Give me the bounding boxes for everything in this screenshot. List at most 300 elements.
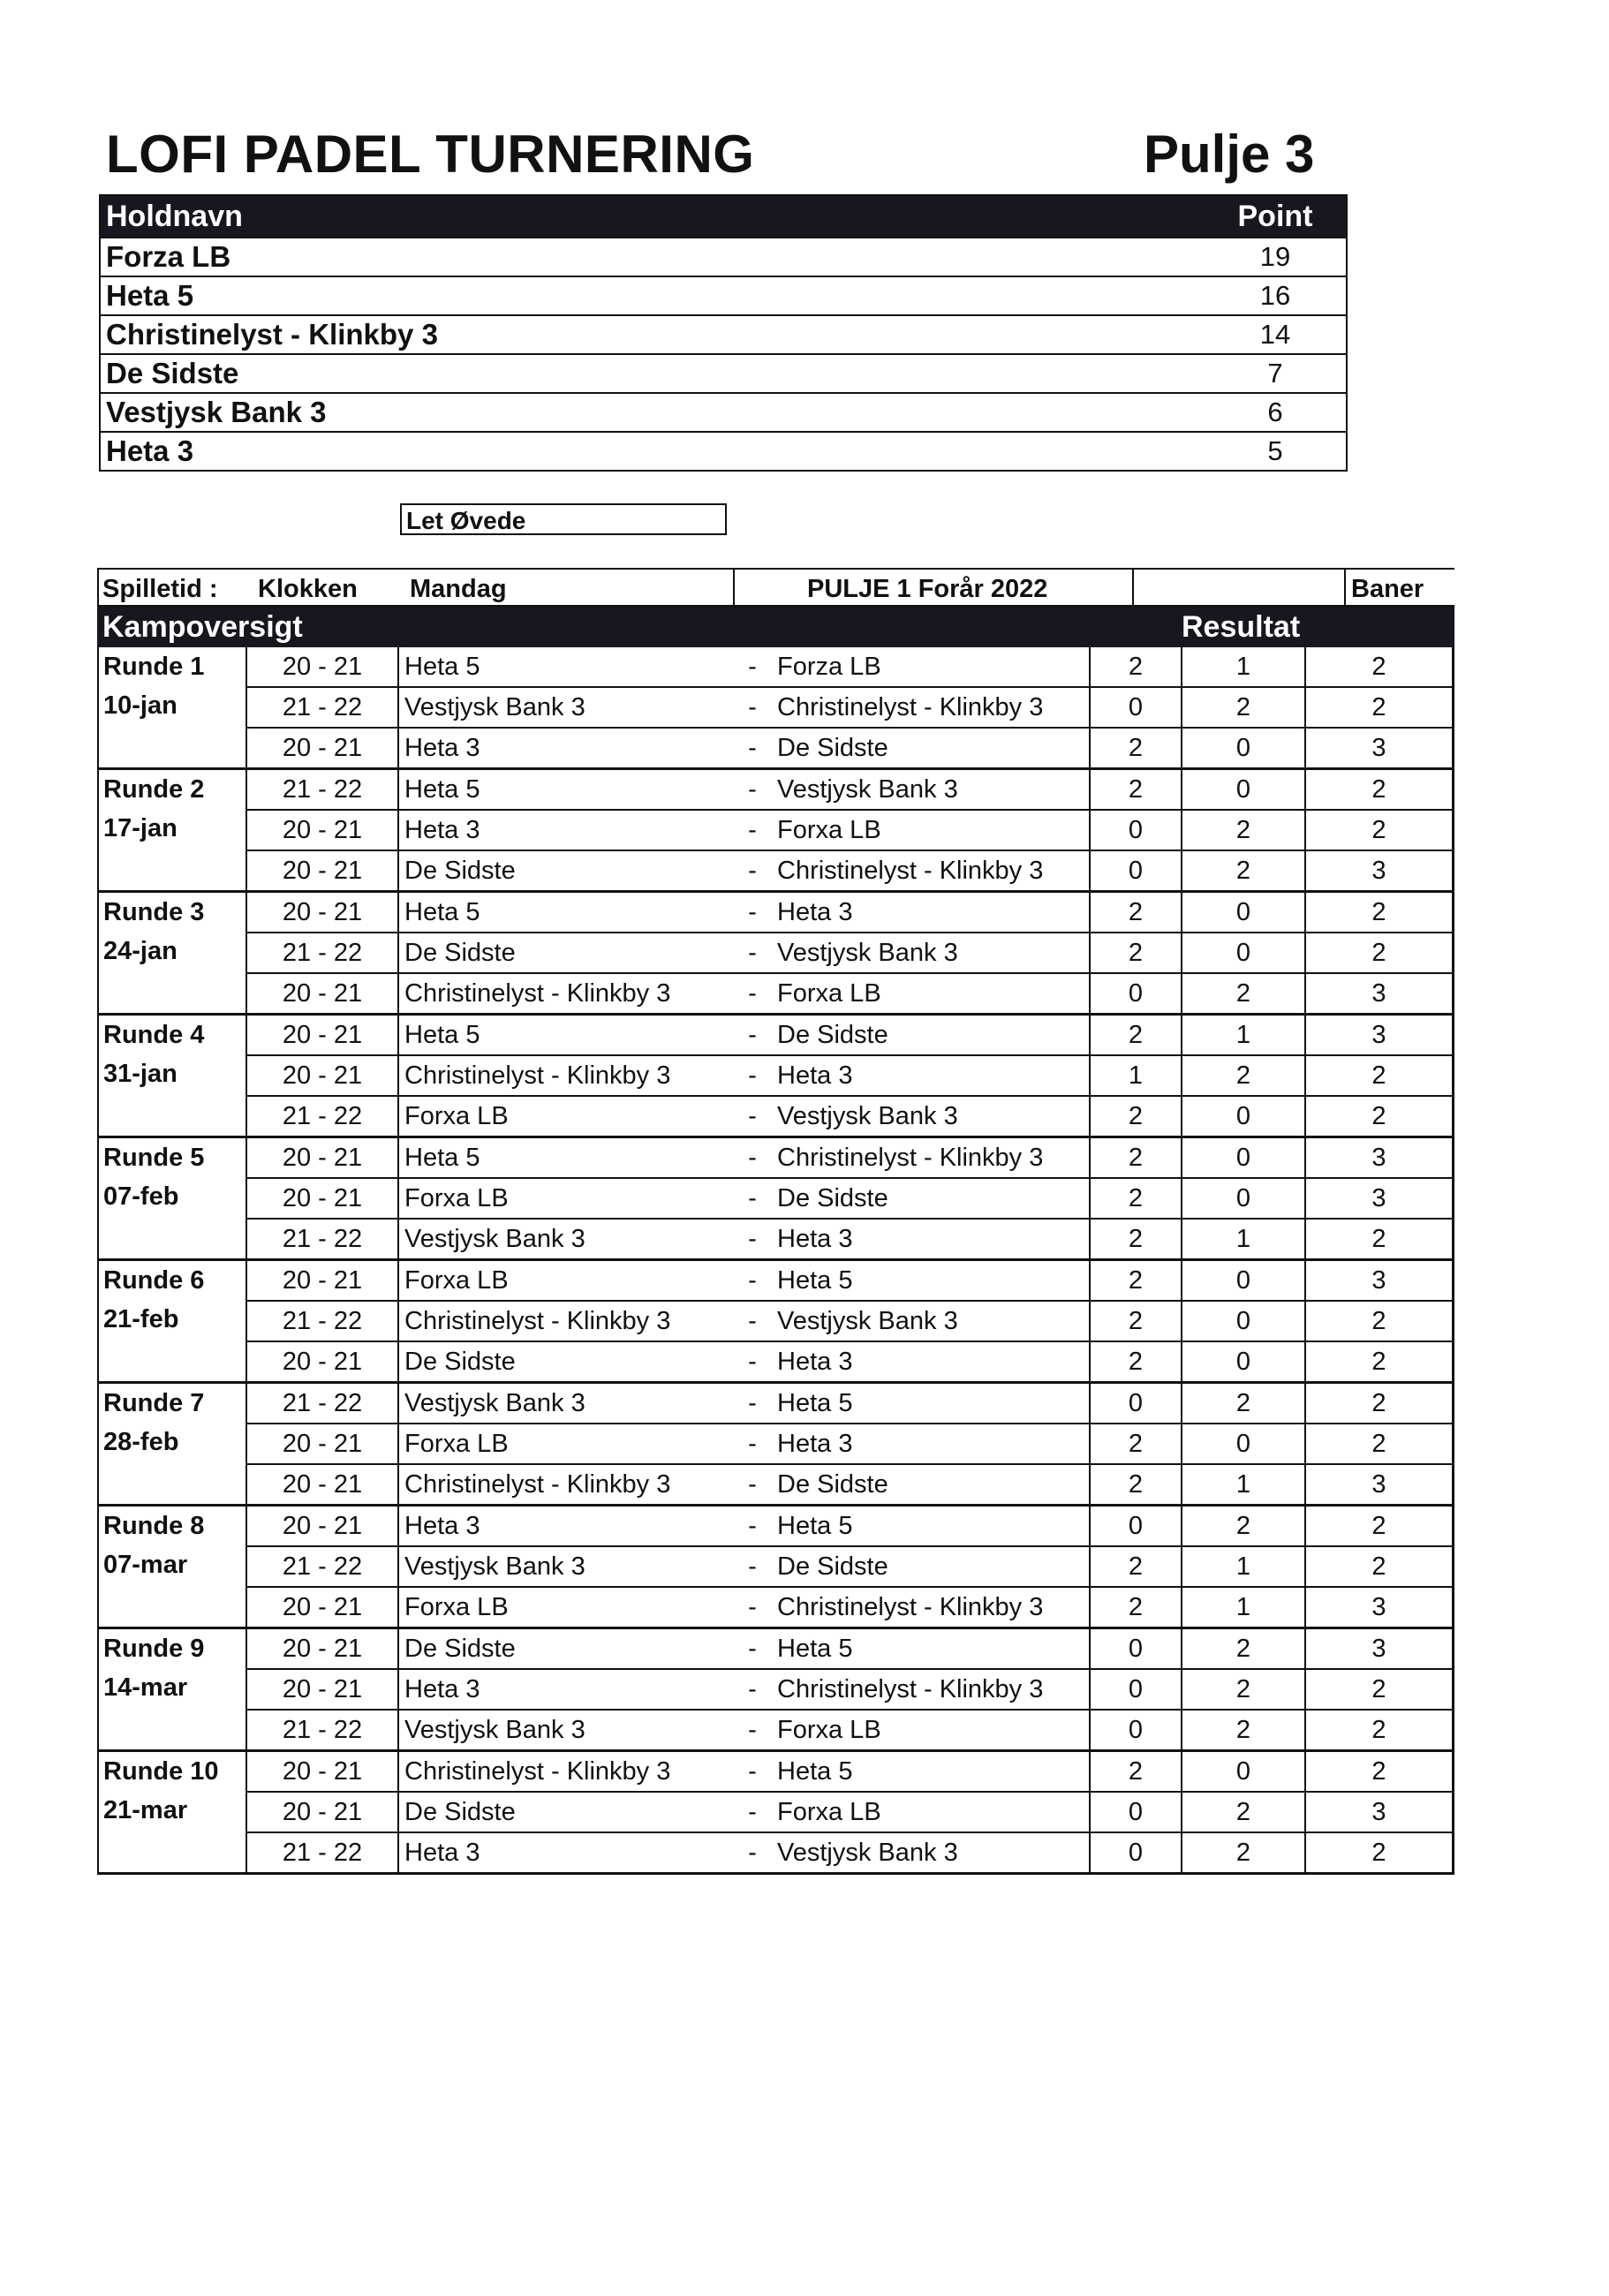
court-number: 2	[1371, 1061, 1386, 1090]
home-score: 2	[1091, 1465, 1182, 1504]
team-name: Christinelyst - Klinkby 3	[106, 318, 438, 351]
match-time: 20 - 21	[247, 851, 399, 890]
day-label: Mandag	[410, 575, 507, 603]
season-label: PULJE 1 Forår 2022	[807, 575, 1048, 603]
header-holdnavn: Holdnavn	[106, 199, 243, 233]
standings-row	[101, 276, 1346, 314]
court-number: 3	[1371, 978, 1386, 1008]
away-team: Heta 5	[770, 1752, 1091, 1791]
match-time: 20 - 21	[247, 1465, 399, 1504]
away-team: Christinelyst - Klinkby 3	[770, 1588, 1091, 1627]
home-team: Vestjysk Bank 3	[404, 1388, 585, 1417]
away-team: Christinelyst - Klinkby 3	[770, 851, 1091, 890]
home-team: Christinelyst - Klinkby 3	[404, 1756, 671, 1786]
match-time: 21 - 22	[247, 770, 399, 809]
away-team: De Sidste	[770, 729, 1091, 767]
spilletid-label: Spilletid :	[102, 575, 218, 603]
kampoversigt-header	[97, 607, 1454, 647]
match-time: 20 - 21	[247, 647, 399, 686]
away-team: Vestjysk Bank 3	[770, 933, 1091, 972]
round-block	[97, 1752, 1454, 1875]
away-team: Forxa LB	[770, 1793, 1091, 1832]
round-label	[99, 1752, 247, 1872]
home-team: Christinelyst - Klinkby 3	[404, 978, 671, 1008]
court-number: 2	[1371, 1388, 1386, 1417]
round-name: Runde 3	[103, 898, 205, 926]
court-number: 2	[1371, 938, 1386, 967]
match-time: 20 - 21	[247, 893, 399, 932]
match-row	[247, 1586, 1452, 1627]
match-row	[247, 1341, 1452, 1381]
vs-dash: -	[748, 692, 757, 721]
round-label	[99, 893, 247, 1013]
team-points: 14	[1259, 319, 1291, 350]
vs-dash: -	[748, 1183, 757, 1212]
page-title: LOFI PADEL TURNERING	[106, 125, 755, 184]
vs-dash: -	[748, 733, 757, 762]
vs-dash: -	[748, 1224, 757, 1253]
away-score: 0	[1182, 933, 1306, 972]
away-score: 1	[1182, 1588, 1306, 1627]
baner-label: Baner	[1351, 575, 1424, 603]
away-score: 2	[1182, 811, 1306, 850]
round-name: Runde 7	[103, 1389, 205, 1417]
away-score: 1	[1182, 1547, 1306, 1586]
away-team: Heta 3	[770, 1220, 1091, 1258]
away-score: 2	[1182, 851, 1306, 890]
round-block	[97, 1507, 1454, 1629]
vs-dash: -	[748, 1020, 757, 1049]
court-number: 3	[1371, 1469, 1386, 1499]
home-team: De Sidste	[404, 1797, 516, 1826]
home-team: Christinelyst - Klinkby 3	[404, 1306, 671, 1335]
home-score: 0	[1091, 1711, 1182, 1749]
vs-dash: -	[748, 1429, 757, 1458]
away-team: Vestjysk Bank 3	[770, 1302, 1091, 1341]
home-score: 2	[1091, 1342, 1182, 1381]
away-score: 2	[1182, 1056, 1306, 1095]
level-label: Let Øvede	[400, 503, 727, 535]
away-score: 1	[1182, 1016, 1306, 1054]
home-team: Heta 5	[404, 774, 480, 804]
vs-dash: -	[748, 856, 757, 885]
match-time: 20 - 21	[247, 1670, 399, 1709]
standings-row	[101, 392, 1346, 431]
match-row	[247, 1545, 1452, 1586]
court-number: 2	[1371, 1552, 1386, 1581]
away-score: 0	[1182, 893, 1306, 932]
home-team: Vestjysk Bank 3	[404, 1715, 585, 1744]
team-points: 19	[1259, 241, 1291, 272]
vs-dash: -	[748, 1388, 757, 1417]
court-number: 3	[1371, 1183, 1386, 1212]
home-team: Forxa LB	[404, 1101, 509, 1130]
court-number: 3	[1371, 1265, 1386, 1295]
vs-dash: -	[748, 1797, 757, 1826]
away-score: 2	[1182, 1629, 1306, 1668]
vs-dash: -	[748, 1674, 757, 1703]
home-score: 0	[1091, 1833, 1182, 1872]
home-score: 2	[1091, 1752, 1182, 1791]
away-score: 1	[1182, 1220, 1306, 1258]
round-block	[97, 647, 1454, 770]
vs-dash: -	[748, 1306, 757, 1335]
match-time: 21 - 22	[247, 1220, 399, 1258]
match-row	[247, 893, 1452, 932]
match-row	[247, 1463, 1452, 1504]
round-date: 14-mar	[103, 1673, 188, 1702]
away-team: Vestjysk Bank 3	[770, 1833, 1091, 1872]
home-score: 2	[1091, 647, 1182, 686]
round-date: 17-jan	[103, 814, 178, 842]
round-label	[99, 1629, 247, 1749]
team-points: 5	[1267, 435, 1283, 466]
home-team: Vestjysk Bank 3	[404, 1224, 585, 1253]
match-time: 20 - 21	[247, 1588, 399, 1627]
team-name: Forza LB	[106, 240, 231, 273]
away-score: 0	[1182, 1752, 1306, 1791]
vs-dash: -	[748, 1511, 757, 1540]
match-row	[247, 1095, 1452, 1136]
home-score: 2	[1091, 1547, 1182, 1586]
schedule-table	[97, 568, 1454, 1875]
match-row	[247, 1300, 1452, 1341]
away-team: Heta 5	[770, 1629, 1091, 1668]
home-score: 2	[1091, 1302, 1182, 1341]
team-name: Heta 5	[106, 279, 194, 312]
match-time: 21 - 22	[247, 688, 399, 727]
court-number: 2	[1371, 1429, 1386, 1458]
away-score: 2	[1182, 1833, 1306, 1872]
away-score: 2	[1182, 1670, 1306, 1709]
court-number: 3	[1371, 1634, 1386, 1663]
round-date: 07-mar	[103, 1551, 188, 1579]
home-score: 0	[1091, 1384, 1182, 1423]
court-number: 2	[1371, 1224, 1386, 1253]
court-number: 2	[1371, 815, 1386, 844]
home-score: 0	[1091, 1507, 1182, 1545]
match-row	[247, 1832, 1452, 1872]
match-row	[247, 1218, 1452, 1258]
round-name: Runde 6	[103, 1266, 205, 1295]
match-time: 21 - 22	[247, 1547, 399, 1586]
home-team: Heta 5	[404, 897, 480, 926]
home-team: Heta 3	[404, 1674, 480, 1703]
match-time: 21 - 22	[247, 1384, 399, 1423]
vs-dash: -	[748, 1756, 757, 1786]
match-time: 21 - 22	[247, 933, 399, 972]
match-time: 20 - 21	[247, 1793, 399, 1832]
away-team: Christinelyst - Klinkby 3	[770, 688, 1091, 727]
court-number: 2	[1371, 1838, 1386, 1867]
match-row	[247, 686, 1452, 727]
match-time: 20 - 21	[247, 1056, 399, 1095]
away-team: Forxa LB	[770, 1711, 1091, 1749]
klokken-label: Klokken	[258, 575, 358, 603]
team-points: 7	[1267, 358, 1283, 389]
match-time: 20 - 21	[247, 1629, 399, 1668]
away-score: 1	[1182, 1465, 1306, 1504]
away-score: 2	[1182, 974, 1306, 1013]
home-score: 0	[1091, 851, 1182, 890]
match-row	[247, 1054, 1452, 1095]
away-score: 2	[1182, 688, 1306, 727]
court-number: 3	[1371, 856, 1386, 885]
away-team: Forza LB	[770, 647, 1091, 686]
away-score: 0	[1182, 1179, 1306, 1218]
home-team: De Sidste	[404, 1634, 516, 1663]
round-date: 28-feb	[103, 1428, 179, 1456]
home-score: 2	[1091, 770, 1182, 809]
away-score: 0	[1182, 1097, 1306, 1136]
vs-dash: -	[748, 1347, 757, 1376]
home-team: Heta 5	[404, 652, 480, 681]
vs-dash: -	[748, 938, 757, 967]
away-score: 0	[1182, 1138, 1306, 1177]
standings-row	[101, 237, 1346, 276]
match-row	[247, 1752, 1452, 1791]
home-score: 0	[1091, 974, 1182, 1013]
away-team: Heta 3	[770, 1342, 1091, 1381]
match-row	[247, 1668, 1452, 1709]
court-number: 2	[1371, 1101, 1386, 1130]
away-score: 0	[1182, 1342, 1306, 1381]
home-score: 2	[1091, 1016, 1182, 1054]
home-team: Heta 5	[404, 1143, 480, 1172]
standings-row	[101, 353, 1346, 392]
match-time: 21 - 22	[247, 1097, 399, 1136]
home-team: De Sidste	[404, 1347, 516, 1376]
round-name: Runde 5	[103, 1144, 205, 1172]
home-score: 2	[1091, 1261, 1182, 1300]
match-row	[247, 809, 1452, 850]
match-row	[247, 850, 1452, 890]
court-number: 3	[1371, 733, 1386, 762]
home-team: Forxa LB	[404, 1592, 509, 1621]
home-team: Forxa LB	[404, 1429, 509, 1458]
home-score: 2	[1091, 1220, 1182, 1258]
court-number: 3	[1371, 1020, 1386, 1049]
home-team: Heta 3	[404, 815, 480, 844]
match-time: 20 - 21	[247, 1342, 399, 1381]
vs-dash: -	[748, 1265, 757, 1295]
round-name: Runde 8	[103, 1512, 205, 1540]
away-score: 2	[1182, 1507, 1306, 1545]
match-row	[247, 1261, 1452, 1300]
home-team: Heta 3	[404, 733, 480, 762]
away-team: Heta 5	[770, 1261, 1091, 1300]
court-number: 3	[1371, 1797, 1386, 1826]
round-date: 24-jan	[103, 937, 178, 965]
round-name: Runde 2	[103, 775, 205, 804]
home-team: Vestjysk Bank 3	[404, 692, 585, 721]
round-label	[99, 1384, 247, 1504]
standings-header	[101, 196, 1346, 237]
away-team: De Sidste	[770, 1179, 1091, 1218]
standings-table	[99, 194, 1348, 472]
court-number: 3	[1371, 1592, 1386, 1621]
home-score: 0	[1091, 1670, 1182, 1709]
team-points: 6	[1267, 397, 1283, 427]
vs-dash: -	[748, 1634, 757, 1663]
vs-dash: -	[748, 652, 757, 681]
home-team: Christinelyst - Klinkby 3	[404, 1469, 671, 1499]
away-team: Heta 3	[770, 1056, 1091, 1095]
home-team: Heta 3	[404, 1838, 480, 1867]
court-number: 2	[1371, 1674, 1386, 1703]
match-row	[247, 1384, 1452, 1423]
away-team: Heta 5	[770, 1384, 1091, 1423]
resultat-label: Resultat	[1182, 610, 1301, 644]
court-number: 2	[1371, 1306, 1386, 1335]
round-block	[97, 1629, 1454, 1752]
away-score: 2	[1182, 1384, 1306, 1423]
home-score: 0	[1091, 811, 1182, 850]
round-label	[99, 1261, 247, 1381]
schedule-header	[97, 568, 1454, 607]
match-time: 20 - 21	[247, 1138, 399, 1177]
court-number: 2	[1371, 1756, 1386, 1786]
away-team: De Sidste	[770, 1547, 1091, 1586]
away-score: 0	[1182, 1261, 1306, 1300]
away-team: Heta 5	[770, 1507, 1091, 1545]
home-score: 0	[1091, 688, 1182, 727]
home-score: 2	[1091, 933, 1182, 972]
vs-dash: -	[748, 1469, 757, 1499]
match-row	[247, 647, 1452, 686]
round-block	[97, 1016, 1454, 1138]
court-number: 2	[1371, 652, 1386, 681]
round-name: Runde 10	[103, 1757, 219, 1786]
standings-row	[101, 314, 1346, 353]
match-row	[247, 1016, 1452, 1054]
round-block	[97, 893, 1454, 1016]
match-time: 20 - 21	[247, 1424, 399, 1463]
header-point: Point	[1237, 199, 1313, 233]
round-block	[97, 770, 1454, 893]
home-score: 2	[1091, 1138, 1182, 1177]
standings-row	[101, 431, 1346, 470]
away-score: 2	[1182, 1793, 1306, 1832]
round-label	[99, 647, 247, 767]
home-team: Heta 3	[404, 1511, 480, 1540]
match-time: 20 - 21	[247, 1752, 399, 1791]
away-team: Heta 3	[770, 1424, 1091, 1463]
court-number: 2	[1371, 692, 1386, 721]
home-team: Heta 5	[404, 1020, 480, 1049]
away-team: Forxa LB	[770, 811, 1091, 850]
match-row	[247, 1709, 1452, 1749]
home-team: Forxa LB	[404, 1183, 509, 1212]
vs-dash: -	[748, 1143, 757, 1172]
vs-dash: -	[748, 1101, 757, 1130]
round-name: Runde 4	[103, 1021, 205, 1049]
vs-dash: -	[748, 774, 757, 804]
away-score: 0	[1182, 1424, 1306, 1463]
away-team: Vestjysk Bank 3	[770, 770, 1091, 809]
court-number: 2	[1371, 1715, 1386, 1744]
round-date: 07-feb	[103, 1182, 179, 1211]
away-team: Heta 3	[770, 893, 1091, 932]
court-number: 2	[1371, 1347, 1386, 1376]
away-team: De Sidste	[770, 1465, 1091, 1504]
away-team: De Sidste	[770, 1016, 1091, 1054]
away-score: 1	[1182, 647, 1306, 686]
vs-dash: -	[748, 815, 757, 844]
court-number: 2	[1371, 774, 1386, 804]
round-name: Runde 1	[103, 653, 205, 681]
match-time: 20 - 21	[247, 729, 399, 767]
match-time: 20 - 21	[247, 1179, 399, 1218]
match-row	[247, 1177, 1452, 1218]
away-team: Vestjysk Bank 3	[770, 1097, 1091, 1136]
home-score: 2	[1091, 893, 1182, 932]
team-points: 16	[1259, 280, 1291, 311]
away-score: 0	[1182, 1302, 1306, 1341]
match-row	[247, 1629, 1452, 1668]
away-team: Forxa LB	[770, 974, 1091, 1013]
vs-dash: -	[748, 1592, 757, 1621]
round-label	[99, 1507, 247, 1627]
match-row	[247, 932, 1452, 972]
court-number: 2	[1371, 897, 1386, 926]
match-time: 20 - 21	[247, 811, 399, 850]
vs-dash: -	[748, 1838, 757, 1867]
round-name: Runde 9	[103, 1635, 205, 1663]
match-time: 21 - 22	[247, 1711, 399, 1749]
round-date: 21-mar	[103, 1796, 188, 1824]
round-label	[99, 1016, 247, 1136]
home-team: Vestjysk Bank 3	[404, 1552, 585, 1581]
match-row	[247, 1423, 1452, 1463]
away-score: 0	[1182, 729, 1306, 767]
court-number: 2	[1371, 1511, 1386, 1540]
round-date: 10-jan	[103, 691, 178, 720]
team-name: Vestjysk Bank 3	[106, 396, 327, 428]
match-time: 20 - 21	[247, 1261, 399, 1300]
pulje-label: Pulje 3	[1144, 125, 1315, 184]
round-block	[97, 1261, 1454, 1384]
home-score: 2	[1091, 1588, 1182, 1627]
round-date: 21-feb	[103, 1305, 179, 1333]
team-name: De Sidste	[106, 357, 239, 389]
match-time: 21 - 22	[247, 1833, 399, 1872]
match-row	[247, 727, 1452, 767]
vs-dash: -	[748, 1061, 757, 1090]
home-score: 2	[1091, 1097, 1182, 1136]
match-time: 20 - 21	[247, 1016, 399, 1054]
match-row	[247, 770, 1452, 809]
vs-dash: -	[748, 897, 757, 926]
match-row	[247, 1138, 1452, 1177]
court-number: 3	[1371, 1143, 1386, 1172]
away-score: 2	[1182, 1711, 1306, 1749]
home-team: De Sidste	[404, 938, 516, 967]
match-row	[247, 972, 1452, 1013]
match-row	[247, 1507, 1452, 1545]
round-block	[97, 1384, 1454, 1507]
away-team: Christinelyst - Klinkby 3	[770, 1670, 1091, 1709]
match-time: 20 - 21	[247, 974, 399, 1013]
round-date: 31-jan	[103, 1060, 178, 1088]
home-score: 1	[1091, 1056, 1182, 1095]
home-score: 0	[1091, 1793, 1182, 1832]
home-team: Forxa LB	[404, 1265, 509, 1295]
vs-dash: -	[748, 978, 757, 1008]
away-team: Christinelyst - Klinkby 3	[770, 1138, 1091, 1177]
home-team: De Sidste	[404, 856, 516, 885]
match-time: 21 - 22	[247, 1302, 399, 1341]
